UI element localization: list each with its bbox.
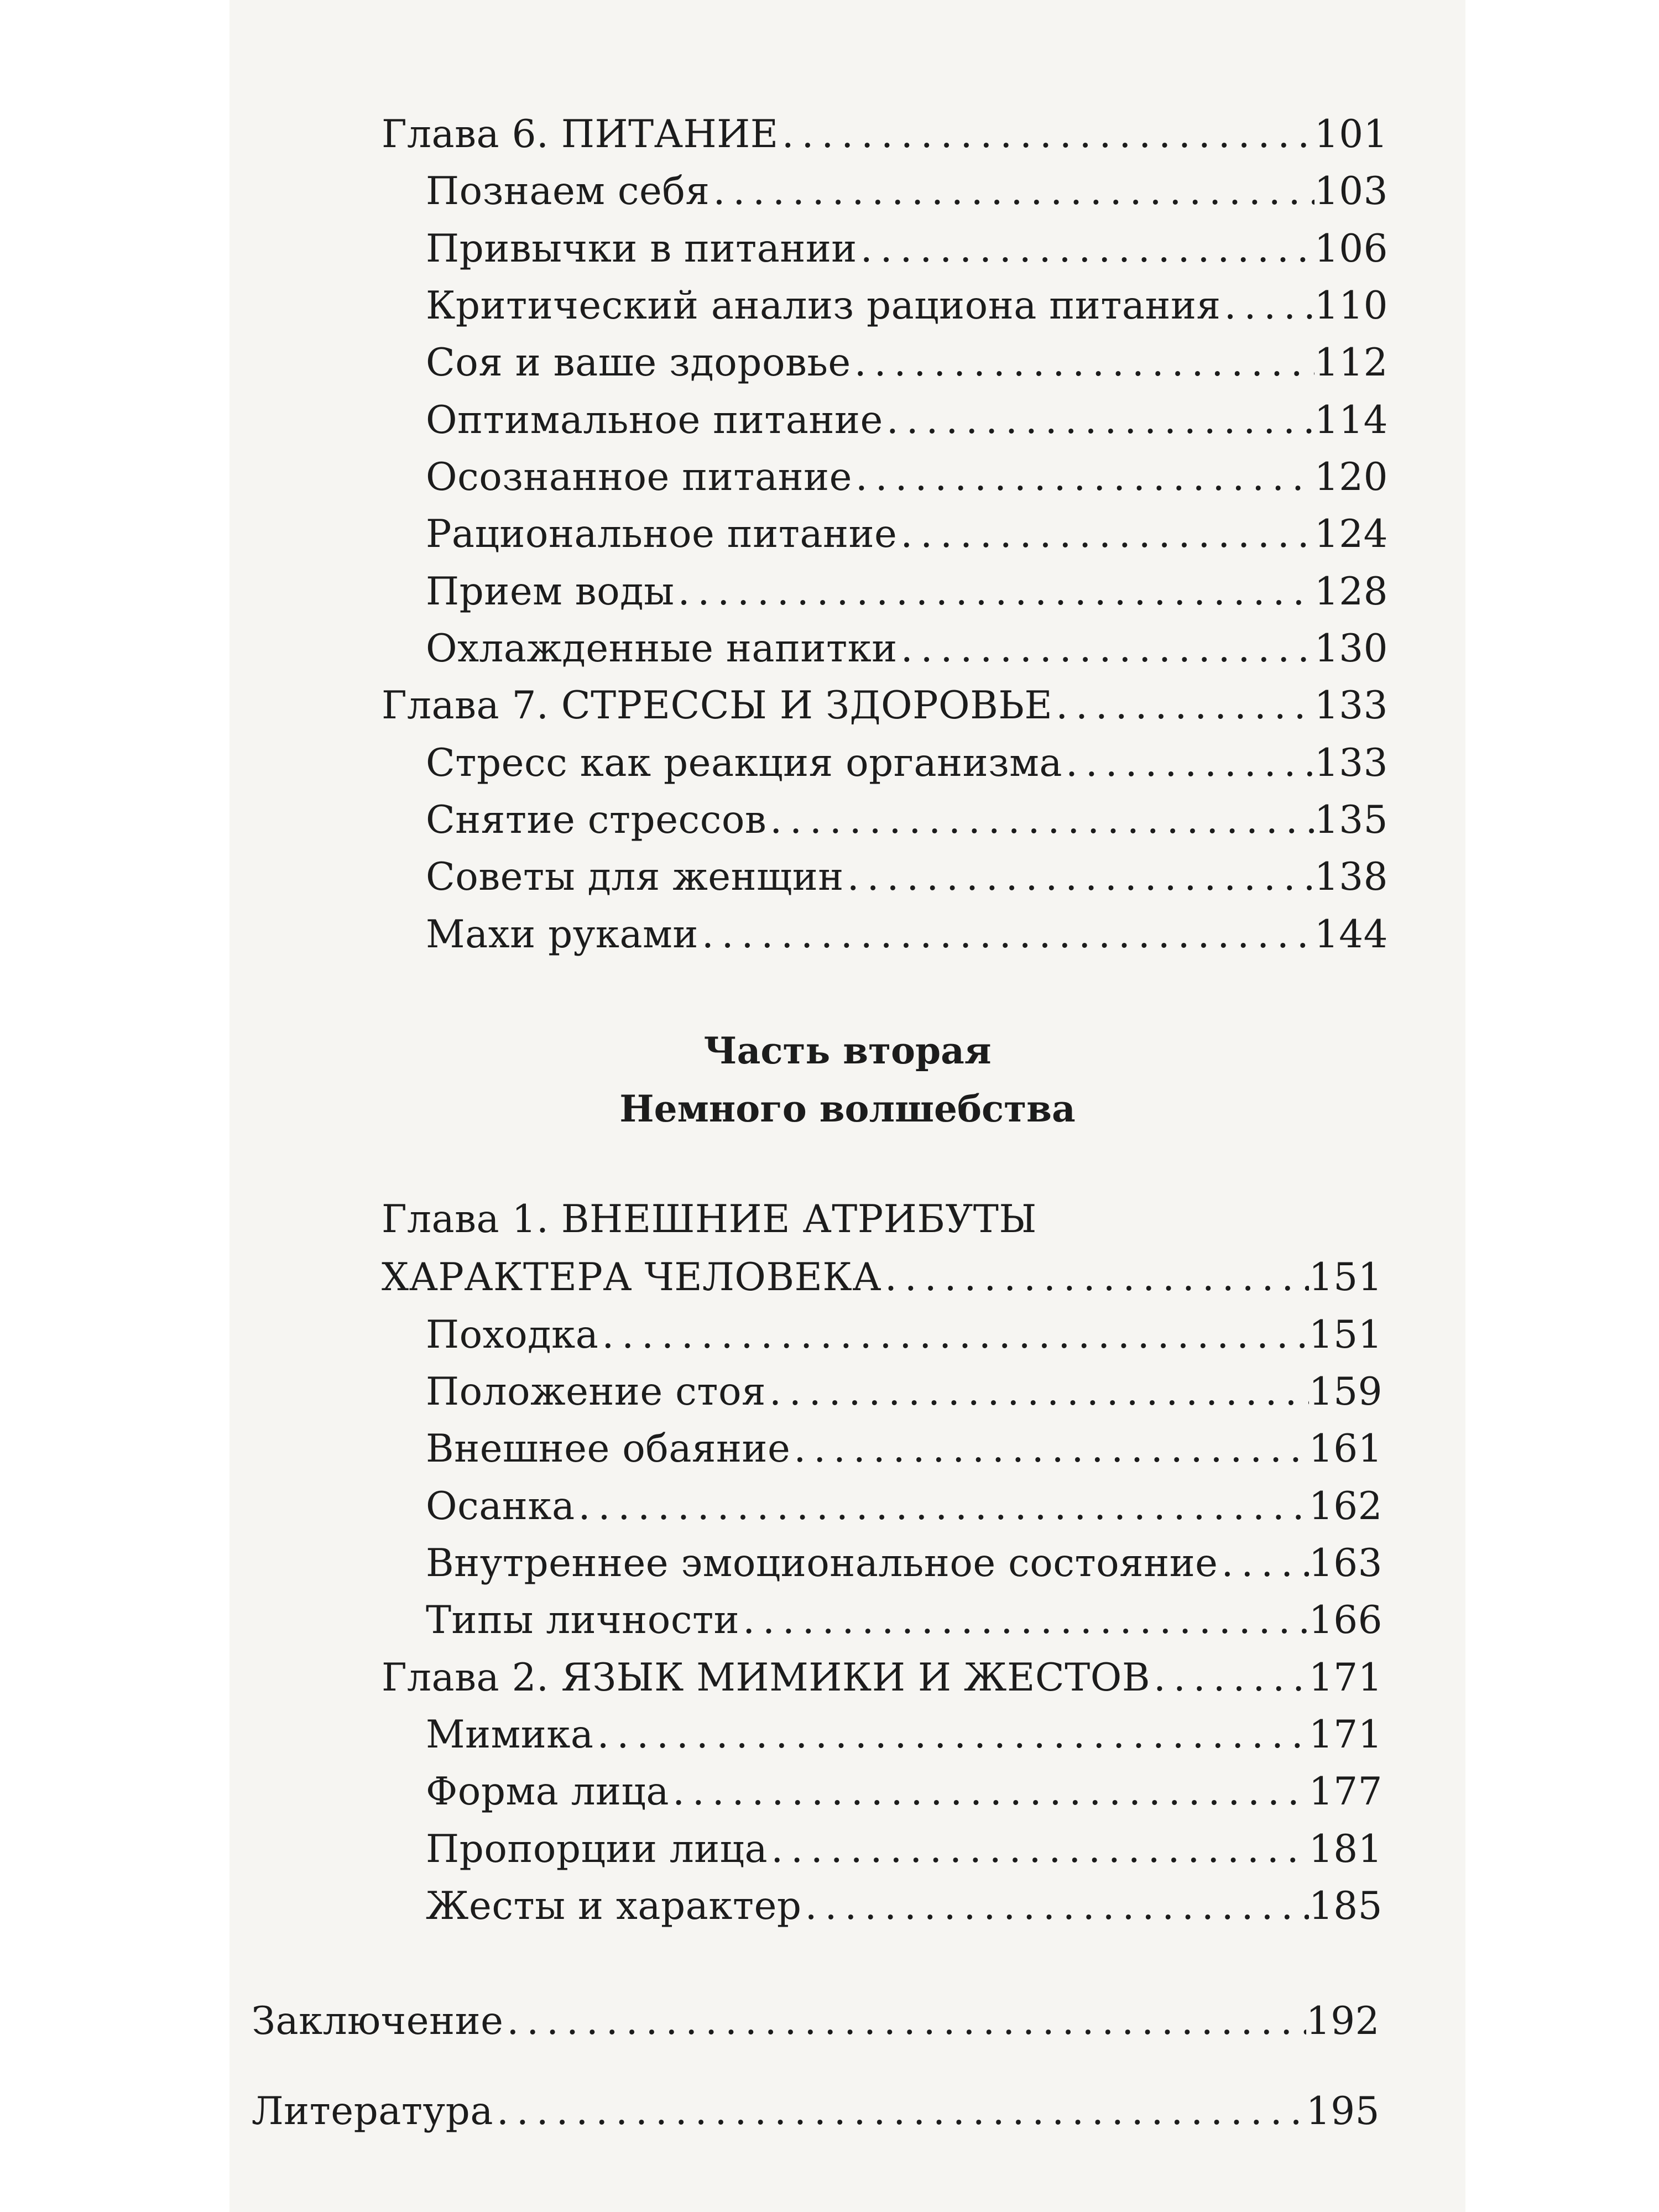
toc-entry-title: Соя и ваше здоровье: [426, 341, 851, 385]
toc-entry-page: 110: [1314, 284, 1388, 328]
toc-entry-page: 163: [1308, 1541, 1383, 1585]
toc-entry: [426, 1421, 1383, 1477]
toc-leader-dots: [669, 1764, 1309, 1819]
toc-entry-page: 151: [1308, 1313, 1383, 1357]
toc-entry-title: Внутреннее эмоциональное состояние: [426, 1541, 1218, 1585]
toc-entry-page: 177: [1308, 1770, 1383, 1814]
toc-entry-literature: [252, 2084, 1380, 2139]
toc-entry-page: 103: [1314, 169, 1388, 213]
toc-leader-dots: [675, 564, 1314, 619]
toc-entry-page: 159: [1308, 1370, 1383, 1414]
toc-leader-dots: [1218, 1536, 1309, 1591]
toc-entry-title: Познаем себя: [426, 169, 710, 213]
toc-entry-title: Привычки в питании: [426, 227, 857, 271]
toc-entry-title: Глава 6. ПИТАНИЕ: [382, 112, 779, 156]
toc-entry-title: Охлажденные напитки: [426, 627, 898, 671]
toc-entry-page: 120: [1314, 455, 1388, 499]
toc-entry: [426, 221, 1388, 276]
toc-leader-dots: [698, 907, 1314, 962]
toc-entry-title: Прием воды: [426, 570, 675, 614]
toc-leader-dots: [802, 1879, 1309, 1934]
toc-entry-title: Осанка: [426, 1484, 575, 1528]
toc-entry-title: Внешнее обаяние: [426, 1427, 791, 1471]
toc-entry: [426, 1307, 1383, 1363]
toc-entry-title: Форма лица: [426, 1770, 670, 1814]
toc-entry-page: 133: [1314, 684, 1388, 728]
toc-leader-dots: [503, 1994, 1306, 2049]
toc-entry-page: 162: [1308, 1484, 1383, 1528]
toc-entry: [426, 1479, 1383, 1534]
toc-entry-title: Махи руками: [426, 912, 698, 957]
toc-leader-dots: [1221, 278, 1314, 333]
toc-entry-title: Жесты и характер: [426, 1884, 802, 1928]
toc-entry-title: Осознанное питание: [426, 455, 852, 499]
toc-leader-dots: [852, 450, 1314, 505]
toc-entry-title: Оптимальное питание: [426, 398, 883, 442]
toc-leader-dots: [897, 507, 1314, 562]
toc-entry: [426, 450, 1388, 505]
part-subheading: Немного волшебства: [619, 1087, 1076, 1130]
toc-entry-page: 106: [1314, 227, 1388, 271]
toc-leader-dots: [857, 221, 1314, 276]
toc-leader-dots: [881, 1250, 1309, 1305]
toc-entry-title: Типы личности: [426, 1598, 740, 1642]
toc-entry-page: 151: [1308, 1255, 1383, 1300]
toc-entry-page: 171: [1308, 1713, 1383, 1757]
toc-entry-page: 135: [1314, 798, 1388, 842]
toc-entry-page: 114: [1314, 398, 1388, 442]
toc-leader-dots: [766, 792, 1314, 848]
toc-entry-page: 181: [1308, 1827, 1383, 1871]
toc-entry: [426, 393, 1388, 448]
toc-entry-title: Рациональное питание: [426, 512, 898, 556]
toc-entry-chapter-7: [382, 678, 1388, 733]
toc-entry-conclusion: [252, 1994, 1380, 2049]
toc-leader-dots: [594, 1707, 1309, 1762]
toc-entry: [426, 792, 1388, 848]
toc-entry-title: Снятие стрессов: [426, 798, 767, 842]
toc-entry: [426, 1822, 1383, 1877]
toc-entry: [426, 1879, 1383, 1934]
toc-leader-dots: [598, 1307, 1308, 1363]
toc-entry: [426, 1536, 1383, 1591]
toc-entry-title: Стресс как реакция организма: [426, 741, 1063, 785]
toc-entry-page: 133: [1314, 741, 1388, 785]
toc-leader-dots: [779, 107, 1314, 162]
toc-entry-chapter-1: [382, 1250, 1383, 1305]
toc-entry-title: Глава 2. ЯЗЫК МИМИКИ И ЖЕСТОВ: [382, 1656, 1151, 1700]
toc-leader-dots: [844, 849, 1314, 905]
toc-entry-chapter-6: [382, 107, 1388, 162]
toc-entry-title: ХАРАКТЕРА ЧЕЛОВЕКА: [382, 1255, 882, 1300]
toc-entry: [426, 278, 1388, 333]
toc-entry: [426, 621, 1388, 676]
toc-entry-page: 124: [1314, 512, 1388, 556]
toc-entry-title: Пропорции лица: [426, 1827, 768, 1871]
toc-entry-title: Литература: [252, 2089, 493, 2133]
toc-entry-title: Критический анализ рациона питания: [426, 284, 1221, 328]
toc-entry: [426, 849, 1388, 905]
toc-entry-page: 101: [1314, 112, 1388, 156]
toc-entry-page: 171: [1308, 1656, 1383, 1700]
toc-entry-page: 185: [1308, 1884, 1383, 1928]
toc-entry-title: Мимика: [426, 1713, 594, 1757]
toc-entry-title: Заключение: [252, 1999, 504, 2043]
toc-leader-dots: [768, 1822, 1309, 1877]
toc-leader-dots: [790, 1421, 1308, 1477]
part-heading: Часть вторая: [703, 1029, 992, 1072]
toc-entry-title: Положение стоя: [426, 1370, 766, 1414]
toc-leader-dots: [709, 164, 1314, 219]
toc-entry-page: 144: [1314, 912, 1388, 957]
toc-entry: [426, 1364, 1383, 1420]
toc-entry-title: Глава 7. СТРЕССЫ И ЗДОРОВЬЕ: [382, 684, 1053, 728]
toc-entry-page: 128: [1314, 570, 1388, 614]
toc-entry: [426, 564, 1388, 619]
toc-leader-dots: [851, 335, 1314, 390]
toc-leader-dots: [575, 1479, 1309, 1534]
toc-leader-dots: [898, 621, 1314, 676]
toc-leader-dots: [883, 393, 1314, 448]
toc-entry-page: 195: [1306, 2089, 1380, 2133]
toc-leader-dots: [739, 1593, 1309, 1648]
toc-entry-page: 138: [1314, 855, 1388, 899]
toc-entry-page: 166: [1308, 1598, 1383, 1642]
toc-entry-page: 112: [1314, 341, 1388, 385]
toc-entry: [426, 1707, 1383, 1762]
toc-chapter-1-title-line1: Глава 1. ВНЕШНИЕ АТРИБУТЫ: [382, 1197, 1037, 1241]
toc-entry-page: 192: [1306, 1999, 1380, 2043]
toc-entry-chapter-2: [382, 1650, 1383, 1705]
toc-entry-page: 161: [1308, 1427, 1383, 1471]
toc-entry: [426, 735, 1388, 791]
toc-leader-dots: [1052, 678, 1314, 733]
toc-entry: [426, 1593, 1383, 1648]
toc-entry-page: 130: [1314, 627, 1388, 671]
toc-leader-dots: [766, 1364, 1309, 1420]
toc-entry: [426, 1764, 1383, 1819]
toc-entry-title: Советы для женщин: [426, 855, 844, 899]
toc-entry: [426, 507, 1388, 562]
toc-entry: [426, 164, 1388, 219]
toc-entry-title: Походка: [426, 1313, 599, 1357]
toc-leader-dots: [493, 2084, 1306, 2139]
toc-leader-dots: [1150, 1650, 1309, 1705]
toc-leader-dots: [1062, 735, 1314, 791]
toc-entry: [426, 335, 1388, 390]
toc-entry: [426, 907, 1388, 962]
